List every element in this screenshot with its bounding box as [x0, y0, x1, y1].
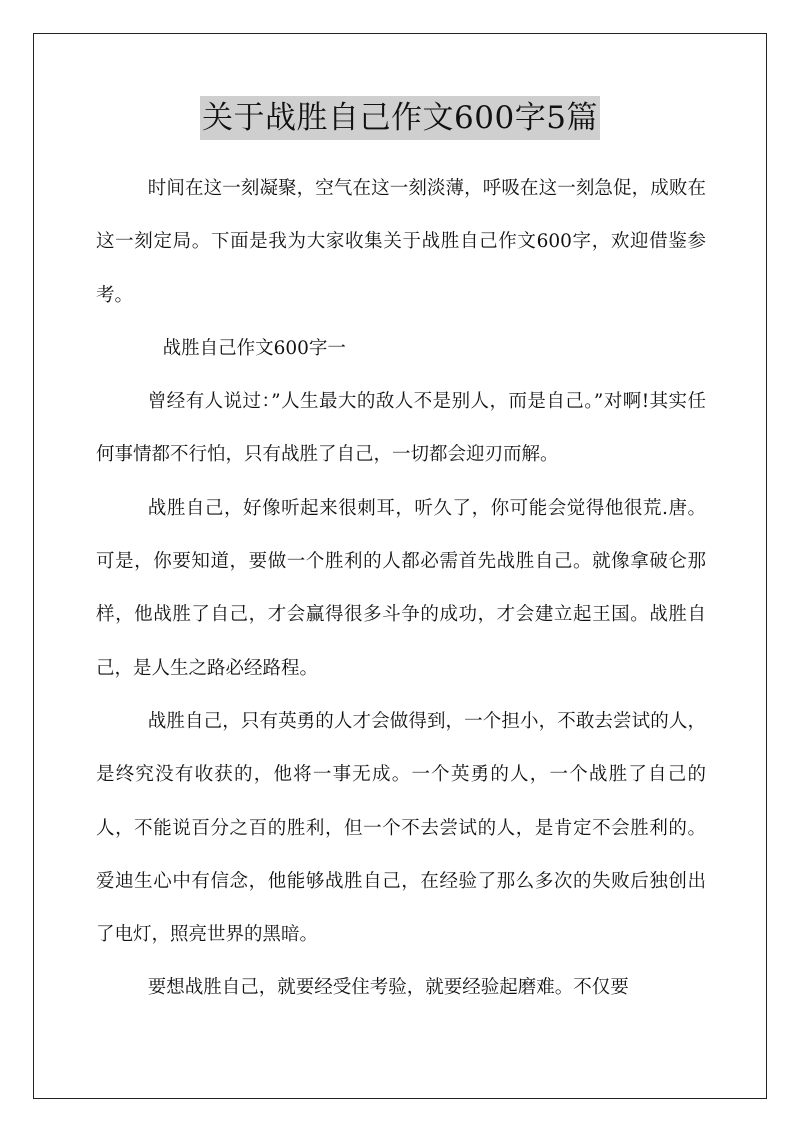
paragraph: 战胜自己，好像听起来很刺耳，听久了，你可能会觉得他很荒.唐。可是，你要知道，要做一个胜利的人都必需首先战胜自己。就像拿破仑那样，他战胜了自己，才会赢得很多斗争的成功，才会建立起王国。战胜自己，是人生之路必经路程。 — [96, 497, 706, 679]
paragraph: 要想战胜自己，就要经受住考验，就要经验起磨难。不仅要 — [147, 977, 629, 999]
paragraph: 战胜自己，只有英勇的人才会做得到，一个担小，不敢去尝试的人，是终究没有收获的，他将一事无成。一个英勇的人，一个战胜了自己的人，不能说百分之百的胜利，但一个不去尝试的人，是肯定不会胜利的。爱迪生心中有信念，他能够战胜自己，在经验了那么多次的失败后独创出了电灯，照亮世界的黑暗。 — [96, 710, 706, 946]
document-title: 关于战胜自己作文600字5篇 — [200, 96, 600, 140]
paragraph-intro: 时间在这一刻凝聚，空气在这一刻淡薄，呼吸在这一刻急促，成败在这一刻定局。下面是我为大家收集关于战胜自己作文600字，欢迎借鉴参考。 — [96, 178, 706, 306]
title-block — [0, 96, 800, 140]
document-body — [96, 162, 706, 1015]
paragraph: 曾经有人说过：”人生最大的敌人不是别人，而是自己。”对啊!其实任何事情都不行怕，只有战胜了自己，一切都会迎刃而解。 — [96, 391, 706, 466]
section-heading: 战胜自己作文600字一 — [162, 337, 346, 359]
